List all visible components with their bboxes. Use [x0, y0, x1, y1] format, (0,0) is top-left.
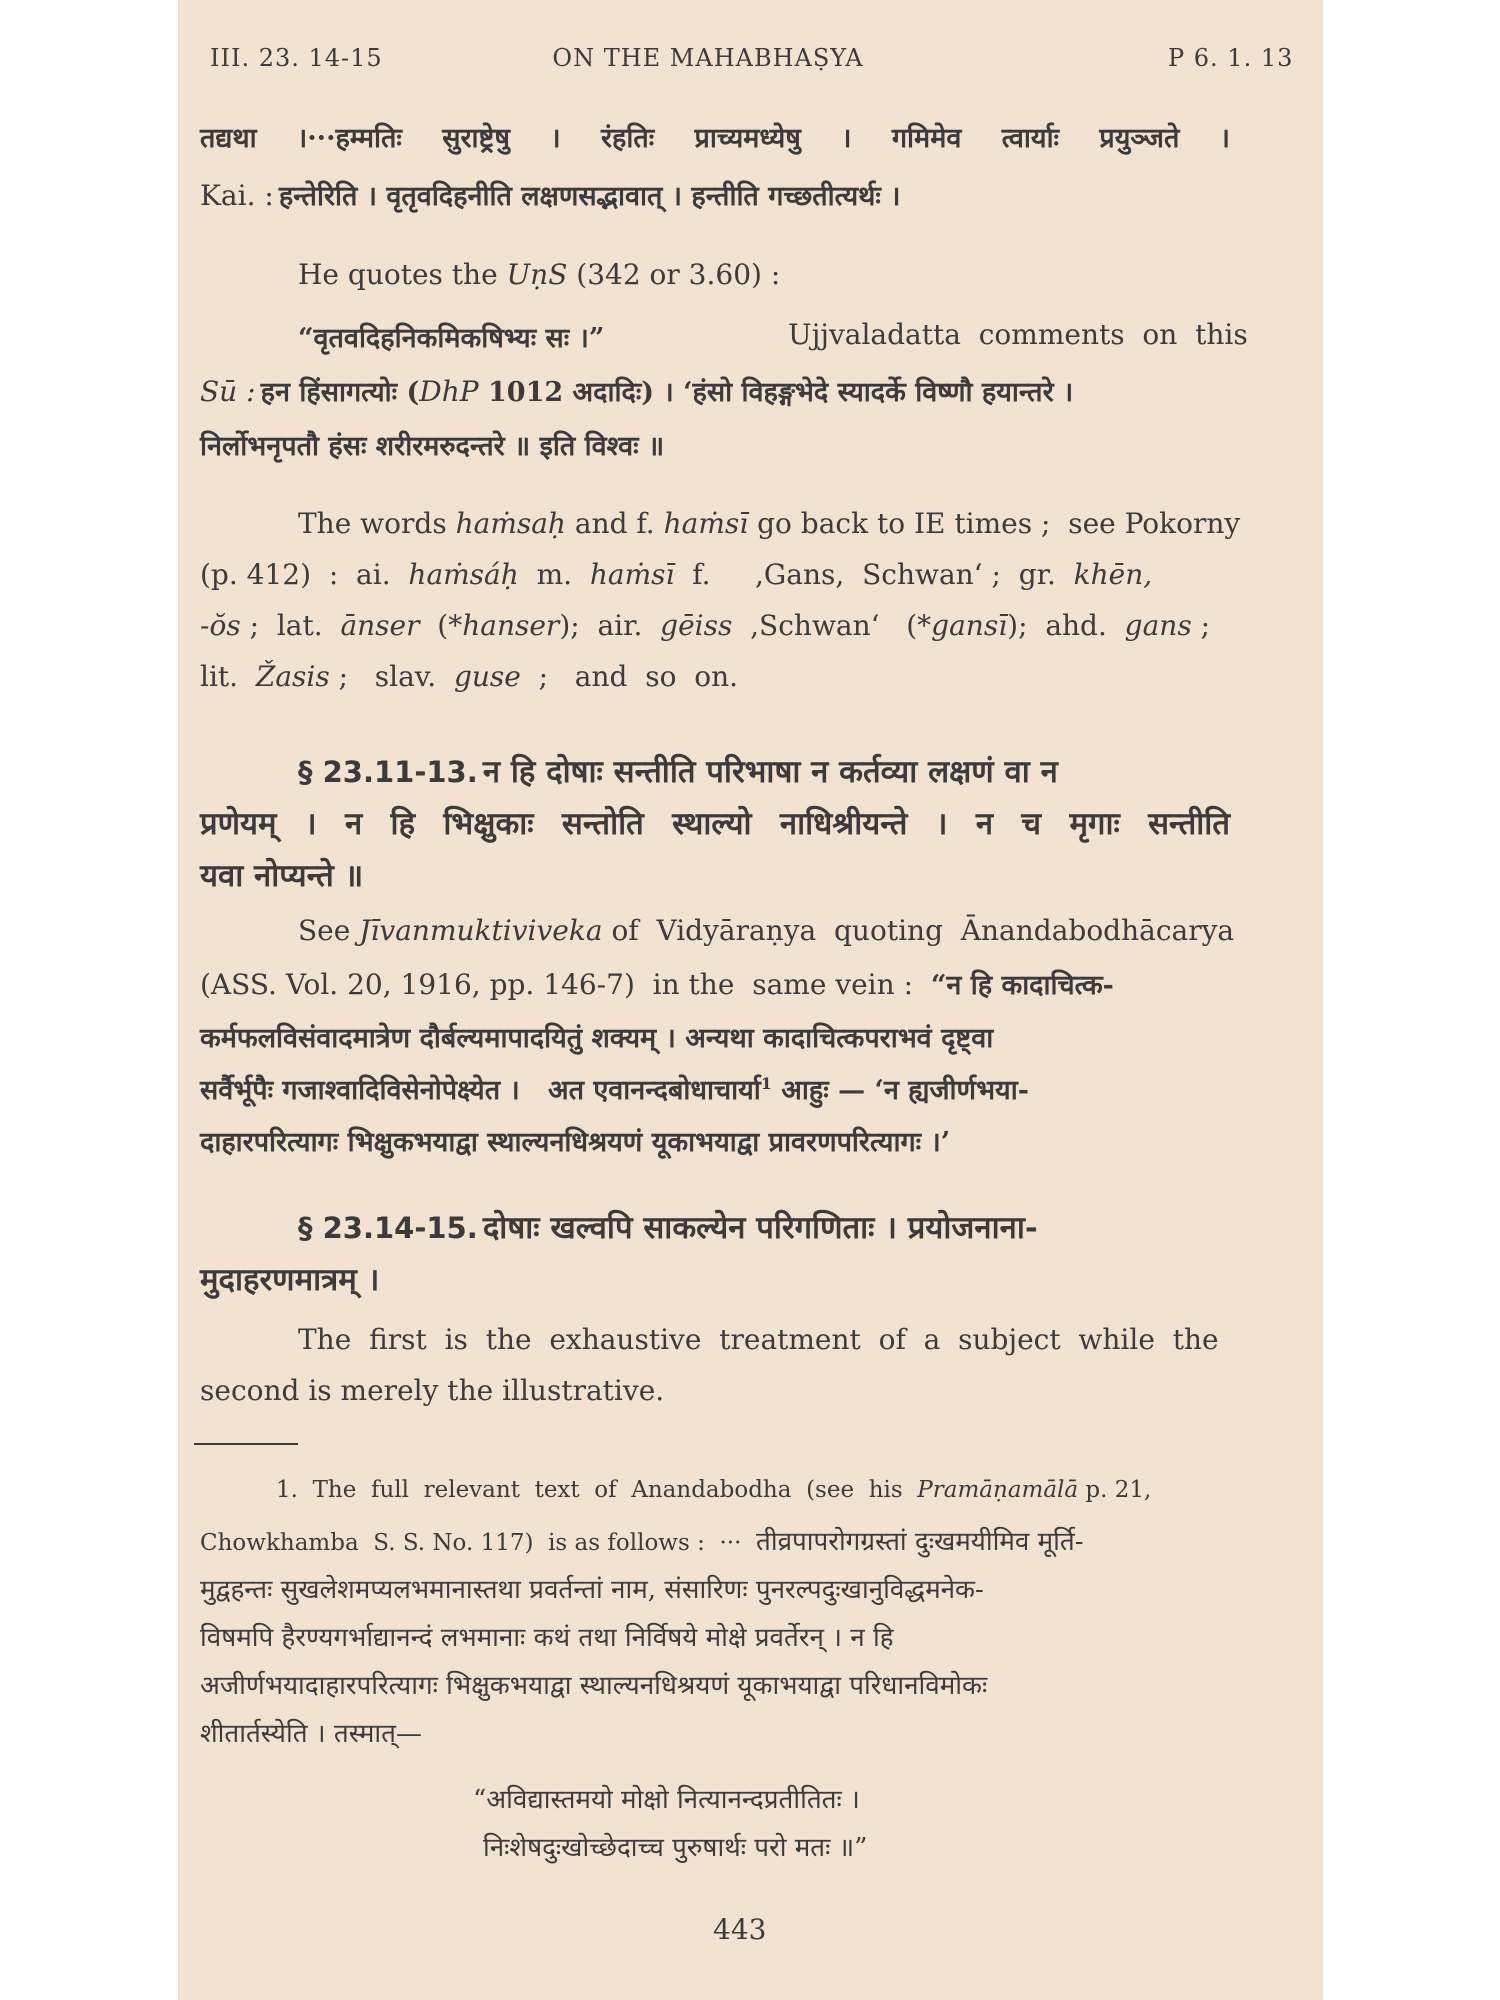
term: gans	[1124, 609, 1192, 642]
explanation-line-1: The first is the exhaustive treatment of a subject while the	[298, 1323, 1219, 1356]
term: ānser	[340, 609, 420, 642]
footnote-line-5: अजीर्णभयादाहारपरित्यागः भिक्षुकभयाद्वा स्थाल्यनधिश्रयणं यूकाभयाद्वा परिधानविमोकः	[200, 1671, 988, 1701]
section-text: दोषाः खल्वपि साकल्येन परिगणिताः । प्रयोजनाना-	[482, 1210, 1038, 1246]
sutra-line-3: निर्लोभनृपतौ हंसः शरीरमरुदन्तरे ॥ इति विश्वः ॥	[200, 431, 665, 462]
text: आहुः — ‘न ह्यजीर्णभया-	[771, 1075, 1029, 1106]
text: हन हिंसागत्योः (	[260, 377, 420, 408]
kaiyata-abbrev: Kai. :	[200, 179, 274, 212]
text: (	[419, 609, 449, 642]
header-title: ON THE MAHABHAṢYA	[552, 44, 864, 72]
text: तीव्रपापरोगग्रस्तां दुःखमयीमिव मूर्ति-	[756, 1527, 1084, 1557]
work-title: UṇS	[506, 258, 568, 291]
footnote-line-1	[276, 1477, 1151, 1503]
text: ); ahd.	[1007, 609, 1125, 642]
top-line-1: तद्यथा ।···हम्मतिः सुराष्ट्रेषु । रंहतिः प्राच्यमध्येषु । गमिमेव त्वार्याः प्रयुञ्जते ।	[200, 123, 1230, 154]
term: gēiss	[660, 609, 733, 642]
work-title: Jīvanmuktiviveka	[359, 914, 603, 947]
term: -ŏs	[200, 609, 241, 642]
text: m.	[518, 558, 590, 591]
term: khēn,	[1073, 558, 1153, 591]
kaiyata-text: हन्तेरिति । वृतृवदिहनीति लक्षणसद्भावात् । हन्तीति गच्छतीत्यर्थः ।	[278, 181, 901, 212]
text: (p. 412) : ai.	[200, 558, 409, 591]
paragraph-quote-intro	[298, 258, 780, 291]
top-line-2	[200, 176, 1225, 213]
section-23-14-15-line-2: मुदाहरणमात्रम् ।	[200, 1262, 380, 1298]
footnote-line-6: शीतार्तस्येति । तस्मात्—	[200, 1719, 422, 1749]
term: guse	[453, 660, 521, 693]
section-text: न हि दोषाः सन्तीति परिभाषा न कर्तव्या लक्षणं वा न	[482, 754, 1058, 790]
text: ; and so on.	[520, 660, 739, 693]
text: सर्वैर्भूपैः गजाश्वादिविसेनोपेक्ष्येत । अत एवानन्दबोधाचार्या	[200, 1075, 761, 1106]
su-abbrev: Sū :	[200, 375, 256, 408]
text: The words	[298, 507, 456, 540]
footnote-divider	[194, 1443, 298, 1445]
explanation-line-2: second is merely the illustrative.	[200, 1374, 665, 1407]
sutra-line-2	[200, 372, 1230, 409]
pokorny-line-4	[200, 660, 738, 693]
jivanmukti-line-2	[200, 965, 1114, 1002]
text: ); air.	[559, 609, 661, 642]
work-title: Pramāṇamālā	[917, 1477, 1079, 1503]
text: (342 or 3.60) :	[567, 258, 781, 291]
text: ; slav.	[329, 660, 454, 693]
header-right: P 6. 1. 13	[1168, 44, 1294, 72]
term: Žasis	[255, 660, 330, 693]
section-23-11-13-line-1	[298, 750, 1058, 792]
text: of Vidyāraṇya quoting Ānandabodhācarya	[602, 914, 1235, 947]
text: ; lat.	[240, 609, 341, 642]
footnote-line-3: मुद्वहन्तः सुखलेशमप्यलभमानास्तथा प्रवर्तन्तां नाम, संसारिणः पुनरल्पदुःखानुविद्धमनेक-	[200, 1575, 984, 1605]
term: haṁsī	[589, 558, 675, 591]
section-23-11-13-line-2: प्रणेयम् । न हि भिक्षुकाः सन्तोति स्थाल्यो नाधिश्रीयन्ते । न च मृगाः सन्तीति	[200, 806, 1230, 842]
pokorny-line-1	[298, 507, 1240, 540]
term: *hanser	[448, 609, 560, 642]
term: haṁsáḥ	[408, 558, 519, 591]
section-number: § 23.14-15.	[298, 1211, 478, 1245]
footnote-line-2	[200, 1522, 1084, 1558]
sutra-text: “वृतवदिहनिकमिकषिभ्यः सः ।”	[298, 323, 605, 354]
text: p. 21,	[1078, 1477, 1152, 1503]
term: haṁsī	[663, 507, 749, 540]
ujjvaladatta-comment: Ujjvaladatta comments on this	[788, 318, 1248, 351]
footnote-line-4: विषमपि हैरण्यगर्भाद्यानन्दं लभमानाः कथं तथा निर्विषये मोक्षे प्रवर्तेरन् । न हि	[200, 1623, 894, 1653]
section-23-14-15-line-1	[298, 1206, 1038, 1248]
text: (ASS. Vol. 20, 1916, pp. 146-7) in the same vein :	[200, 968, 931, 1001]
jivanmukti-line-1	[298, 914, 1234, 947]
jivanmukti-line-3: कर्मफलविसंवादमात्रेण दौर्बल्यमापादयितुं शक्यम् । अन्यथा कादाचित्कपराभवं दृष्ट्वा	[200, 1023, 994, 1054]
jivanmukti-line-5: दाहारपरित्यागः भिक्षुकभयाद्वा स्थाल्यनधिश्रयणं यूकाभयाद्वा प्रावरणपरित्यागः ।’	[200, 1127, 951, 1158]
dhp-abbrev: DhP	[419, 375, 479, 408]
text: 1. The full relevant text of Anandabodha (see his	[276, 1477, 918, 1503]
jivanmukti-line-4	[200, 1070, 1029, 1107]
text: lit.	[200, 660, 256, 693]
header-left: III. 23. 14-15	[210, 44, 383, 72]
term: haṁsaḥ	[455, 507, 566, 540]
text: He quotes the	[298, 258, 507, 291]
pokorny-line-2	[200, 558, 1152, 591]
footnote-marker: 1	[760, 1074, 772, 1093]
text: f. ,Gans, Schwan‘ ; gr.	[674, 558, 1074, 591]
section-number: § 23.11-13.	[298, 755, 478, 789]
footnote-verse-2: निःशेषदुःखोच्छेदाच्च पुरुषार्थः परो मतः ॥”	[483, 1833, 868, 1863]
text: 1012 अदादिः) । ‘हंसो विहङ्गभेदे स्यादर्के विष्णौ हयान्तरे ।	[478, 377, 1074, 408]
text: ;	[1191, 609, 1211, 642]
footnote-verse-1: “अविद्यास्तमयो मोक्षो नित्यानन्दप्रतीतितः ।	[473, 1785, 860, 1815]
quote-text: “न हि कादाचित्क-	[930, 970, 1114, 1001]
book-page	[178, 0, 1323, 2000]
sutra-quote	[298, 318, 604, 355]
text: See	[298, 914, 360, 947]
section-23-11-13-line-3: यवा नोप्यन्ते ॥	[200, 858, 364, 894]
text: and f.	[565, 507, 664, 540]
text: Chowkhamba S. S. No. 117) is as follows : ···	[200, 1530, 757, 1556]
term: *gansī	[917, 609, 1008, 642]
text: ,Schwan‘ (	[732, 609, 918, 642]
pokorny-line-3	[200, 609, 1210, 642]
text: go back to IE times ; see Pokorny	[748, 507, 1241, 540]
page-number: 443	[713, 1913, 767, 1946]
